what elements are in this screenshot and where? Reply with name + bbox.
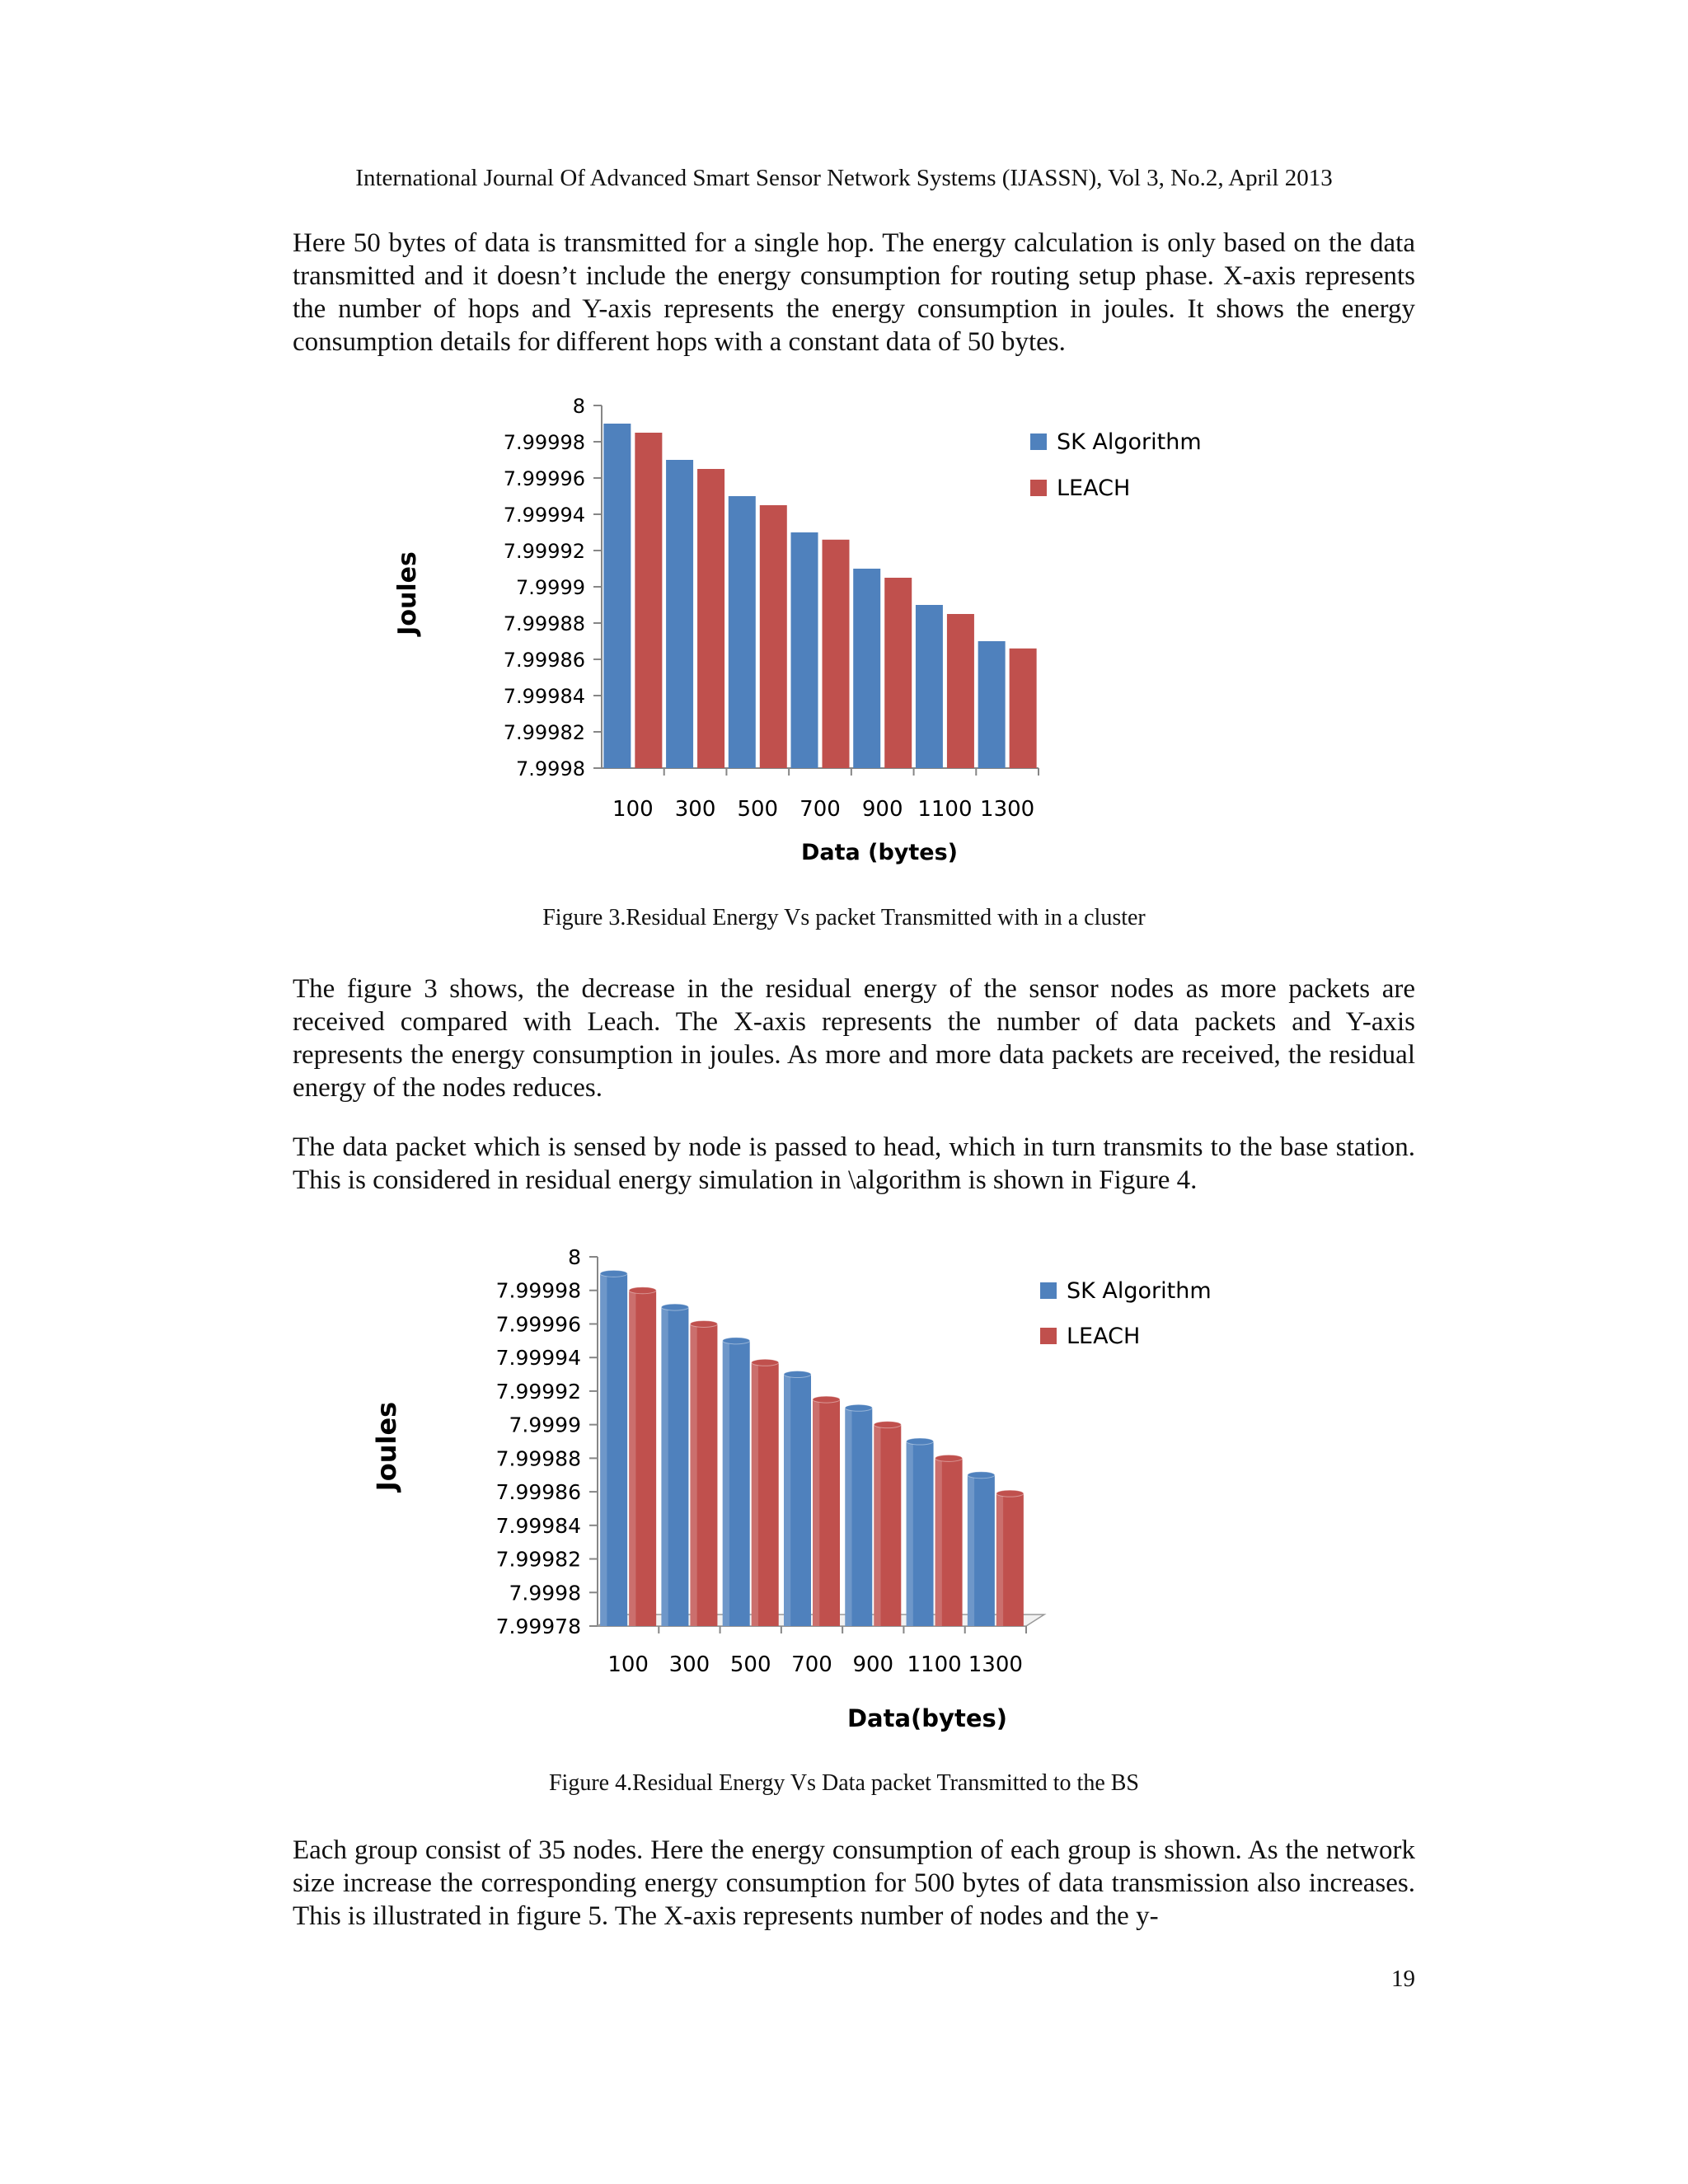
y-tick-label: 7.99988: [495, 1446, 581, 1471]
y-tick-label: 7.99984: [503, 685, 585, 708]
paragraph-intro: Here 50 bytes of data is transmitted for a single hop. The energy calculation is only based on the data transmitted and it doesn’t include the energy consumption for routing setup phase. X-axis represents the number of hops and Y-axis represents the energy consumption in joules. It shows the energy consumption details for different hops with a constant data of 50 bytes.: [293, 228, 1415, 357]
legend-swatch-sk-algorithm: [1030, 434, 1047, 450]
x-tick-label: 100: [612, 797, 654, 822]
page-number: 19: [1391, 1966, 1415, 1992]
legend-label-leach: LEACH: [1057, 476, 1131, 501]
bar-leach: [935, 1455, 963, 1626]
y-tick-label: 8: [568, 1245, 581, 1269]
y-tick-label: 7.9999: [509, 1413, 581, 1437]
bar-sk-algorithm: [723, 1338, 750, 1626]
bar-sk-algorithm: [603, 424, 631, 768]
y-tick-label: 7.99992: [503, 540, 585, 563]
legend-label-sk-algorithm: SK Algorithm: [1067, 1278, 1212, 1304]
figure-3: [363, 387, 1302, 882]
y-tick-label: 7.99988: [503, 612, 585, 635]
x-tick-label: 1100: [917, 797, 973, 822]
paragraph-data-packet: The data packet which is sensed by node is passed to head, which in turn transmits to the base station. This is considered in residual energy simulation in \algorithm is shown in Figure 4.: [293, 1132, 1415, 1195]
y-tick-label: 7.99994: [495, 1346, 581, 1371]
y-tick-label: 7.99982: [495, 1547, 581, 1572]
figure-3-chart: [363, 387, 1302, 882]
bar-sk-algorithm: [853, 569, 880, 768]
y-tick-label: 7.99992: [495, 1379, 581, 1404]
x-tick-label: 700: [791, 1652, 832, 1677]
y-tick-label: 7.99978: [495, 1615, 581, 1638]
bar-leach: [752, 1359, 779, 1626]
y-tick-label: 7.99996: [495, 1312, 581, 1337]
paragraph-figure3-discussion: The figure 3 shows, the decrease in the residual energy of the sensor nodes as more packets are received compared with Leach. The X-axis represents the number of data packets and Y-axis represents the energy consumption in joules. As more and more data packets are received, the residual energy of the nodes reduces.: [293, 974, 1415, 1103]
y-axis-label: Joules: [393, 551, 422, 635]
y-tick-label: 8: [572, 395, 585, 418]
x-axis-label: Data (bytes): [800, 840, 959, 865]
bar-sk-algorithm: [916, 605, 943, 768]
bar-sk-algorithm: [845, 1404, 872, 1626]
bar-sk-algorithm: [791, 532, 818, 768]
bar-leach: [760, 505, 787, 768]
legend-swatch-leach: [1040, 1328, 1057, 1344]
y-tick-label: 7.99998: [503, 431, 585, 454]
x-tick-label: 500: [737, 797, 779, 822]
bar-leach: [823, 540, 850, 768]
x-tick-label: 700: [799, 797, 841, 822]
journal-header: International Journal Of Advanced Smart Sensor Network Systems (IJASSN), Vol 3, No.2, April 2013: [355, 165, 1333, 191]
bar-leach: [813, 1396, 840, 1626]
bar-leach: [635, 433, 662, 768]
y-tick-label: 7.9999: [516, 576, 585, 599]
y-tick-label: 7.99984: [495, 1513, 581, 1538]
x-tick-label: 900: [852, 1652, 894, 1677]
x-tick-label: 500: [729, 1652, 771, 1677]
bar-leach: [947, 614, 974, 768]
bar-leach: [629, 1287, 656, 1626]
y-tick-label: 7.99982: [503, 721, 585, 744]
legend-label-leach: LEACH: [1067, 1324, 1141, 1349]
y-tick-label: 7.99986: [495, 1480, 581, 1505]
y-axis-label: Joules: [371, 1401, 402, 1492]
y-tick-label: 7.99998: [495, 1278, 581, 1303]
y-tick-label: 7.9998: [509, 1581, 581, 1605]
x-axis-label: Data(bytes): [846, 1704, 1008, 1732]
x-tick-label: 300: [674, 797, 716, 822]
bar-sk-algorithm: [978, 641, 1006, 768]
y-tick-label: 7.99994: [503, 504, 585, 527]
bar-leach: [874, 1422, 901, 1626]
x-tick-label: 100: [607, 1652, 649, 1677]
y-tick-label: 7.99996: [503, 467, 585, 490]
figure-3-caption: Figure 3.Residual Energy Vs packet Transmitted with in a cluster: [542, 905, 1146, 930]
y-tick-label: 7.99986: [503, 649, 585, 672]
bar-sk-algorithm: [907, 1438, 934, 1626]
paragraph-group-nodes: Each group consist of 35 nodes. Here the energy consumption of each group is shown. As the network size increase the corresponding energy consumption for 500 bytes of data transmission also increases. This is illustrated in figure 5. The X-axis represents number of nodes and the y-: [293, 1835, 1415, 1931]
bar-sk-algorithm: [661, 1304, 688, 1626]
bar-sk-algorithm: [968, 1472, 995, 1626]
figure-4: [363, 1240, 1302, 1735]
figure-4-caption: Figure 4.Residual Energy Vs Data packet Transmitted to the BS: [548, 1770, 1139, 1796]
y-tick-label: 7.9998: [516, 757, 585, 780]
legend-label-sk-algorithm: SK Algorithm: [1057, 429, 1202, 455]
bar-sk-algorithm: [666, 460, 693, 768]
bar-leach: [996, 1490, 1024, 1626]
bar-leach: [884, 578, 912, 768]
legend-swatch-leach: [1030, 480, 1047, 496]
figure-4-chart: [363, 1240, 1302, 1735]
x-tick-label: 1300: [968, 1652, 1023, 1677]
bar-leach: [1010, 649, 1037, 768]
bar-sk-algorithm: [600, 1270, 627, 1626]
bar-sk-algorithm: [729, 496, 756, 768]
bar-leach: [690, 1320, 717, 1626]
x-tick-label: 300: [668, 1652, 710, 1677]
x-tick-label: 1100: [907, 1652, 962, 1677]
x-tick-label: 900: [861, 797, 903, 822]
bar-leach: [697, 469, 724, 768]
bar-sk-algorithm: [784, 1371, 811, 1626]
legend-swatch-sk-algorithm: [1040, 1282, 1057, 1299]
x-tick-label: 1300: [980, 797, 1035, 822]
